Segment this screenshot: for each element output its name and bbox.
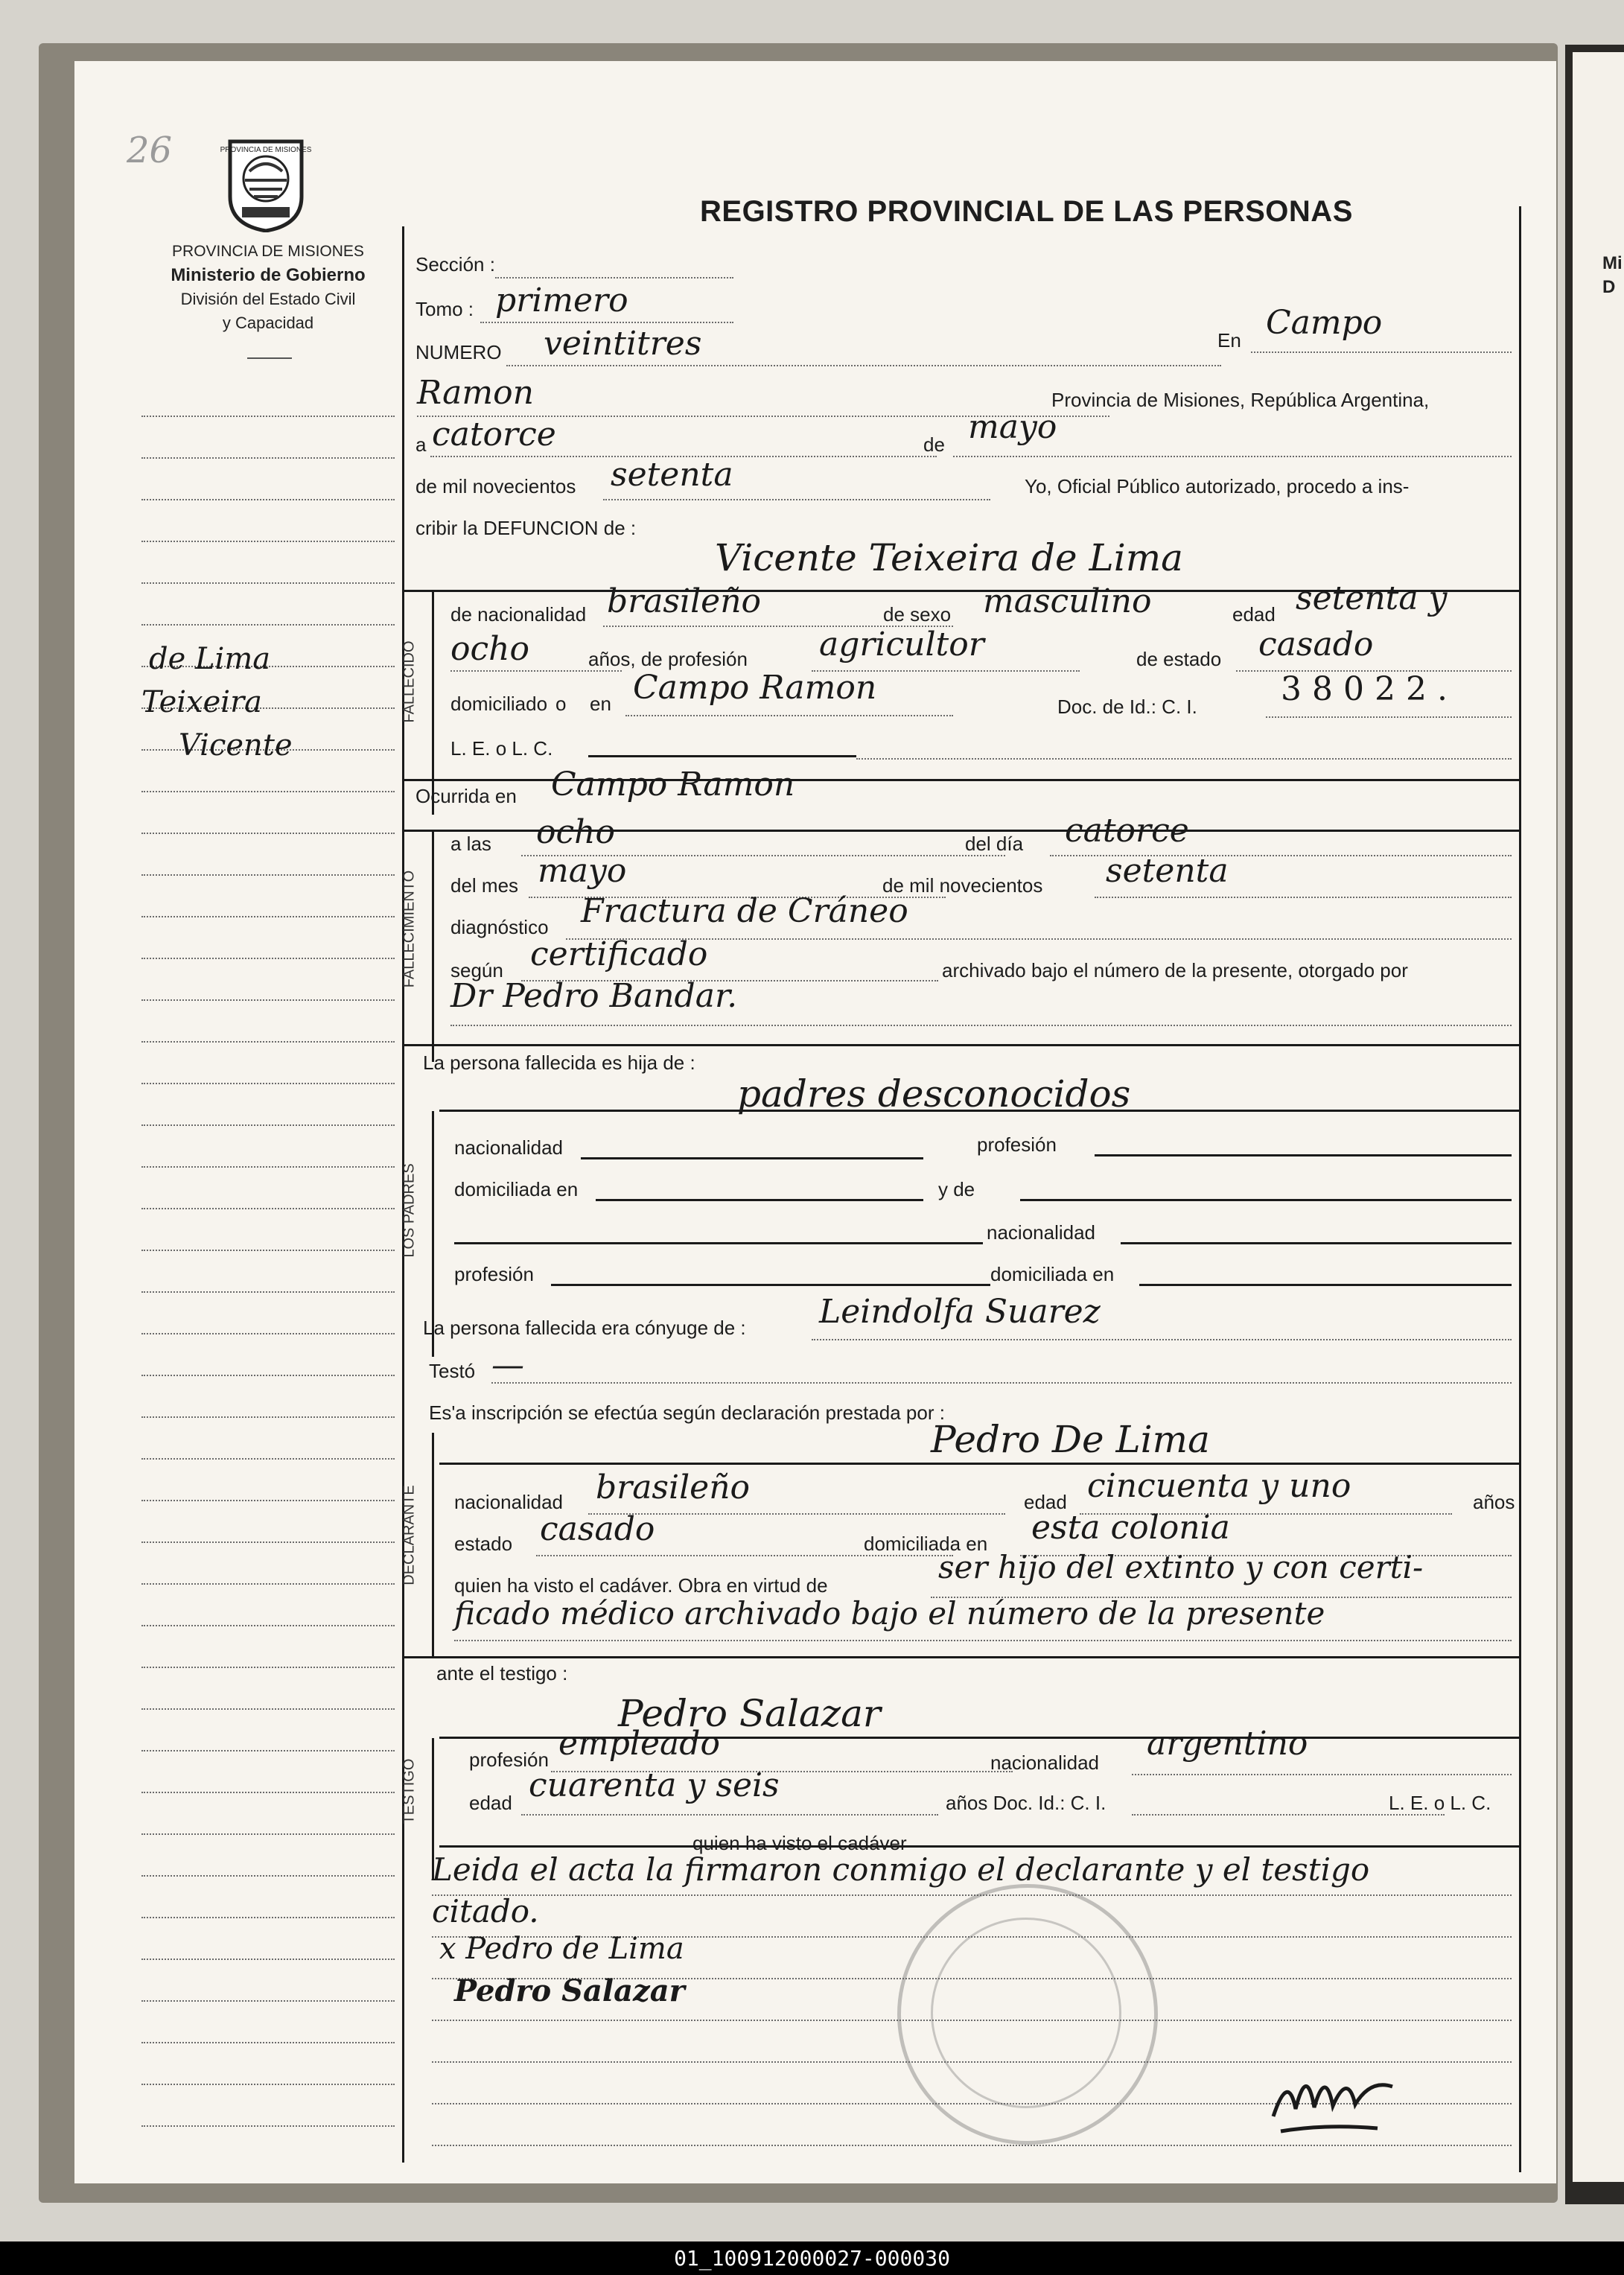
padre-profesion-rule xyxy=(1095,1154,1512,1156)
ocurrida-value: Campo Ramon xyxy=(551,766,795,804)
padres-side-label: LOS PADRES xyxy=(401,1163,418,1258)
padre-nacionalidad-rule xyxy=(581,1157,923,1159)
org-line-capacity: y Capacidad xyxy=(222,314,314,332)
declaracion-text: Es'a inscripción se efectúa según declaración prestada por : xyxy=(429,1401,945,1424)
de-label: de xyxy=(923,433,945,456)
sexo-label: de sexo xyxy=(883,603,952,626)
right-frame-line xyxy=(1519,206,1521,2172)
adjacent-page-text-2: D xyxy=(1602,277,1616,297)
testigo-nacionalidad-line xyxy=(1132,1774,1512,1775)
madre-nombre-rule xyxy=(1020,1199,1512,1201)
domiciliado-o: o xyxy=(555,693,567,715)
edad-value-cont: ocho xyxy=(450,630,529,668)
seccion-line xyxy=(495,277,733,279)
org-underline xyxy=(247,357,292,359)
profesion-value: agricultor xyxy=(819,626,984,664)
en-label: En xyxy=(1217,329,1241,351)
margin-note-line-2: Teixeira xyxy=(141,685,263,719)
cadaver-hw-1: ser hijo del extinto y con certi- xyxy=(938,1549,1424,1585)
anio-value: setenta xyxy=(611,456,733,494)
testo-label: Testó xyxy=(429,1360,476,1382)
svg-text:PROVINCIA DE MISIONES: PROVINCIA DE MISIONES xyxy=(220,146,312,154)
provincial-seal xyxy=(220,134,312,232)
quien-text: quien ha visto el cadáver xyxy=(692,1832,907,1854)
padre-domicilio-rule xyxy=(596,1199,923,1201)
mes-fall-value: mayo xyxy=(538,852,627,890)
estado-label: de estado xyxy=(1136,648,1222,670)
cadaver-hw-2: ficado médico archivado bajo el número de la presente xyxy=(454,1595,1325,1632)
testigo-side-label: TESTIGO xyxy=(401,1758,418,1824)
mes-value: mayo xyxy=(968,408,1057,446)
fallecido-side-label: FALLECIDO xyxy=(401,640,418,723)
declarante-domicilio-label: domiciliada en xyxy=(864,1533,988,1555)
hija-label: La persona fallecida es hija de : xyxy=(423,1051,695,1074)
declarante-nacionalidad-label: nacionalidad xyxy=(454,1491,564,1513)
ocurrida-label: Ocurrida en xyxy=(415,785,517,807)
tomo-label: Tomo : xyxy=(415,298,474,320)
madre-domicilio-label: domiciliada en xyxy=(990,1263,1115,1285)
dia-value: catorce xyxy=(432,416,556,454)
seccion-label: Sección : xyxy=(415,253,495,276)
cadaver-line-2 xyxy=(454,1640,1512,1641)
leolc-line xyxy=(856,758,1512,760)
declarante-side-label: DECLARANTE xyxy=(401,1485,418,1585)
nacionalidad-label: de nacionalidad xyxy=(450,603,587,626)
dia-fall-value: catorce xyxy=(1065,812,1189,850)
conyuge-line xyxy=(812,1339,1512,1340)
mes-line xyxy=(953,456,1512,457)
padres-name-rule xyxy=(439,1110,1519,1112)
testigo-bottom-rule xyxy=(439,1845,1519,1848)
hora-value: ocho xyxy=(536,813,615,851)
diagnostico-label: diagnóstico xyxy=(450,916,549,938)
fallecido-nombre: Vicente Teixeira de Lima xyxy=(715,536,1183,579)
page-title: REGISTRO PROVINCIAL DE LAS PERSONAS xyxy=(700,195,1353,228)
diagnostico-value: Fractura de Cráneo xyxy=(581,892,908,930)
madre-domicilio-rule xyxy=(1139,1284,1512,1286)
lugar-line xyxy=(1251,351,1512,353)
declarante-estado-label: estado xyxy=(454,1533,513,1555)
declarante-edad-label: edad xyxy=(1024,1491,1067,1513)
mil-label: de mil novecientos xyxy=(415,475,576,497)
lugar2-value: Ramon xyxy=(417,374,534,412)
domicilio-en-label: en xyxy=(590,693,611,715)
mil2-label: de mil novecientos xyxy=(882,874,1043,897)
declarante-name: Pedro De Lima xyxy=(931,1418,1210,1461)
domicilio-line xyxy=(625,715,953,716)
tomo-line xyxy=(480,322,733,323)
leida-line-2: citado. xyxy=(432,1893,539,1929)
org-line-division: División del Estado Civil xyxy=(180,290,356,308)
margin-note-line-3: Vicente xyxy=(179,728,293,763)
testo-line xyxy=(491,1382,1512,1384)
testigo-nacionalidad-label: nacionalidad xyxy=(990,1751,1100,1774)
numero-line xyxy=(506,365,1221,366)
fallecimiento-bracket xyxy=(432,831,434,1062)
fallecimiento-bottom-rule xyxy=(402,1044,1519,1046)
firma-testigo: Pedro Salazar xyxy=(454,1973,685,2008)
madre-nacionalidad-label: nacionalidad xyxy=(987,1221,1096,1244)
medico-value: Dr Pedro Bandar. xyxy=(450,977,738,1015)
provincia-text: Provincia de Misiones, República Argentina, xyxy=(1051,389,1430,411)
page-number: 26 xyxy=(127,130,173,171)
org-line-ministry: Ministerio de Gobierno xyxy=(171,265,366,285)
a-label: a xyxy=(415,433,427,456)
padre-yde-label: y de xyxy=(938,1178,975,1200)
leida-line-1: Leida el acta la firmaron conmigo el declarante y el testigo xyxy=(432,1851,1370,1888)
testigo-profesion: empleado xyxy=(558,1725,720,1763)
declarante-domicilio: esta colonia xyxy=(1031,1509,1230,1547)
doc-label: Doc. de Id.: C. I. xyxy=(1057,696,1197,718)
testigo-edad-label: edad xyxy=(469,1792,512,1814)
leolc-label: L. E. o L. C. xyxy=(450,737,553,760)
testigo-name: Pedro Salazar xyxy=(618,1692,881,1735)
testigo-leolc-label: L. E. o L. C. xyxy=(1389,1792,1491,1814)
footer-caption: 01_100912000027-000030 xyxy=(0,2241,1624,2275)
testo-value: — xyxy=(491,1346,524,1384)
medico-line xyxy=(450,1025,1512,1026)
madre-extra-rule xyxy=(454,1242,983,1244)
tomo-value: primero xyxy=(495,281,628,319)
madre-profesion-label: profesión xyxy=(454,1263,534,1285)
delmes-label: del mes xyxy=(450,874,519,897)
anios-profesion-label: años, de profesión xyxy=(588,648,748,670)
testigo-profesion-label: profesión xyxy=(469,1749,549,1771)
domicilio-value: Campo Ramon xyxy=(633,669,877,707)
segun-label: según xyxy=(450,959,503,981)
testigo-doc-label: años Doc. Id.: C. I. xyxy=(946,1792,1106,1814)
doc-line xyxy=(1266,716,1512,718)
declarante-edad: cincuenta y uno xyxy=(1087,1467,1351,1505)
estado-value: casado xyxy=(1258,626,1374,664)
leolc-rule xyxy=(588,755,856,757)
fallecimiento-side-label: FALLECIMIENTO xyxy=(401,870,418,988)
org-block xyxy=(138,240,398,335)
oficial-text: Yo, Oficial Público autorizado, procedo a ins- xyxy=(1025,475,1410,497)
cadaver-text: quien ha visto el cadáver. Obra en virtud de xyxy=(454,1574,828,1597)
official-stamp xyxy=(897,1884,1158,2145)
conyuge-label: La persona fallecida era cónyuge de : xyxy=(423,1317,746,1339)
declarante-anios-label: años xyxy=(1473,1491,1515,1513)
declarante-bracket xyxy=(432,1433,434,1656)
testigo-edad-line xyxy=(521,1814,938,1816)
domiciliado-label: domiciliado xyxy=(450,693,548,715)
numero-value: veintitres xyxy=(544,325,702,363)
anio-line xyxy=(603,499,990,500)
declarante-bottom-rule xyxy=(402,1656,1519,1658)
adjacent-page-text-1: Mi xyxy=(1602,253,1623,273)
doc-value: 38022. xyxy=(1281,670,1458,708)
anio-fall-line xyxy=(1095,897,1512,898)
deldia-label: del día xyxy=(965,833,1024,855)
diagnostico-line xyxy=(566,938,1512,940)
edad-value: setenta y xyxy=(1296,579,1448,617)
padres-value: padres desconocidos xyxy=(737,1072,1131,1116)
conyuge-value: Leindolfa Suarez xyxy=(819,1293,1101,1331)
testigo-edad: cuarenta y seis xyxy=(529,1766,780,1804)
testigo-nacionalidad: argentino xyxy=(1147,1725,1308,1763)
padre-profesion-label: profesión xyxy=(977,1133,1057,1156)
org-line-province: PROVINCIA DE MISIONES xyxy=(172,243,364,260)
edad-label: edad xyxy=(1232,603,1276,626)
numero-label: NUMERO xyxy=(415,341,502,363)
anio-fall-value: setenta xyxy=(1106,852,1229,890)
segun-value: certificado xyxy=(530,935,708,973)
fallecido-bracket xyxy=(432,591,434,815)
madre-profesion-rule xyxy=(551,1284,990,1286)
margin-note-line-1: de Lima xyxy=(149,642,271,676)
nacionalidad-value: brasileño xyxy=(607,582,762,620)
declarante-name-rule xyxy=(439,1463,1519,1465)
alas-label: a las xyxy=(450,833,491,855)
declarante-nacionalidad: brasileño xyxy=(596,1469,751,1506)
padre-nacionalidad-label: nacionalidad xyxy=(454,1136,564,1159)
lugar-value: Campo xyxy=(1266,304,1383,342)
sexo-value: masculino xyxy=(983,582,1152,620)
madre-nacionalidad-rule xyxy=(1121,1242,1512,1244)
inscribir-text: cribir la DEFUNCION de : xyxy=(415,517,637,539)
declarante-estado: casado xyxy=(540,1510,655,1548)
archivado-text: archivado bajo el número de la presente, otorgado por xyxy=(942,959,1408,981)
padre-domicilio-label: domiciliada en xyxy=(454,1178,579,1200)
official-signature xyxy=(1266,2057,1407,2146)
testigo-label: ante el testigo : xyxy=(436,1662,568,1684)
adjacent-page xyxy=(1573,52,1624,2182)
register-page xyxy=(74,61,1556,2183)
firma-declarante: x Pedro de Lima xyxy=(439,1932,684,1966)
